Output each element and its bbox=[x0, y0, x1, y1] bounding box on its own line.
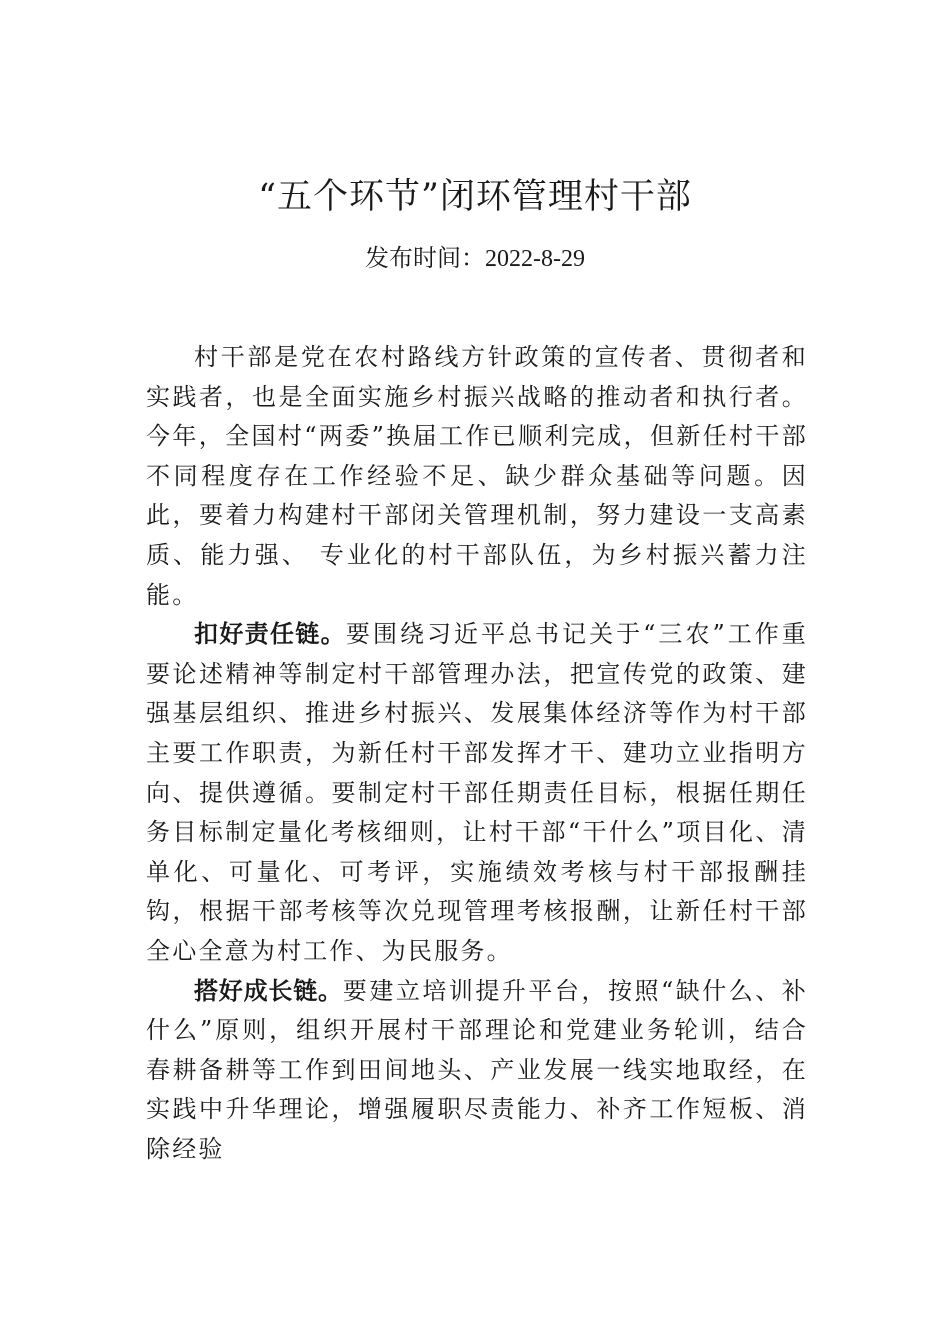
publish-date-label: 发布时间： bbox=[365, 244, 485, 272]
article-body bbox=[146, 338, 808, 1169]
document-title: “五个环节”闭环管理村干部 bbox=[258, 177, 692, 217]
paragraph-text: 要建立培训提升平台，按照“缺什么、补什么”原则，组织开展村干部理论和党建业务轮训，结合春耕备耕等工作到田间地头、产业发展一线实地取经，在实践中升华理论，增强履职尽责能力、补齐工作短板、消除经验 bbox=[146, 976, 808, 1163]
paragraph-intro bbox=[146, 338, 808, 615]
paragraph-text: 要围绕习近平总书记关于“三农”工作重要论述精神等制定村干部管理办法，把宣传党的政策、建强基层组织、推进乡村振兴、发展集体经济等作为村干部主要工作职责，为新任村干部发挥才干、建功立业指明方向、提供遵循。要制定村干部任期责任目标，根据任期任务目标制定量化考核细则，让村干部“干什么”项目化、清单化、可量化、可考评，实施绩效考核与村干部报酬挂钩，根据干部考核等次兑现管理考核报酬，让新任村干部全心全意为村工作、为民服务。 bbox=[146, 620, 808, 965]
paragraph-text: 村干部是党在农村路线方针政策的宣传者、贯彻者和实践者，也是全面实施乡村振兴战略的推动者和执行者。今年，全国村“两委”换届工作已顺利完成，但新任村干部不同程度存在工作经验不足、缺少群众基础等问题。因此，要着力构建村干部闭关管理机制，努力建设一支高素质、能力强、 专业化的村干部队伍，为乡村振兴蓄力注能。 bbox=[146, 343, 808, 609]
paragraph-lead: 扣好责任链。 bbox=[194, 620, 346, 649]
publish-date bbox=[0, 238, 950, 279]
paragraph-growth-chain bbox=[146, 972, 808, 1170]
paragraph-lead: 搭好成长链。 bbox=[194, 976, 343, 1005]
publish-date-value: 2022-8-29 bbox=[485, 246, 585, 272]
paragraph-responsibility-chain bbox=[146, 615, 808, 971]
